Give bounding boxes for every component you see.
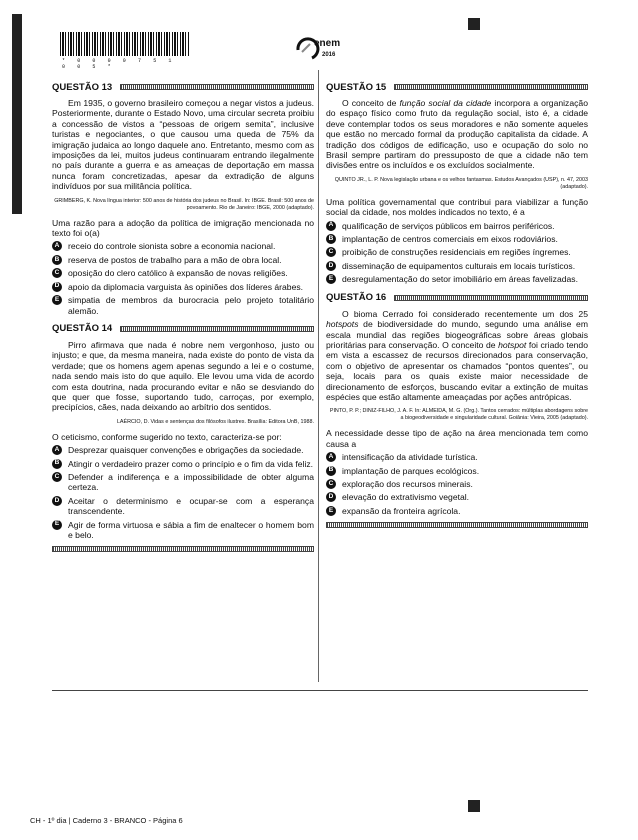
text-part: de biodiversidade do mundo, segundo uma análise em escala mundial das regiões biogeográficas sobre áreas globais prioritárias para conservação. O conceito de [326, 319, 588, 350]
option-b[interactable] [52, 459, 314, 469]
option-c[interactable] [326, 247, 588, 257]
footer-rule [52, 690, 588, 691]
barcode-digits: * 0 0 0 0 7 5 1 0 0 5 * [62, 58, 177, 70]
option-letter: A [326, 221, 336, 231]
option-e[interactable] [52, 295, 314, 316]
option-text: reserva de postos de trabalho para a mão de obra local. [68, 254, 282, 265]
page-footer: CH - 1º dia | Caderno 3 - BRANCO - Página 6 [30, 816, 183, 825]
logo-year: 2016 [322, 52, 336, 58]
option-letter: E [326, 274, 336, 284]
option-letter: A [52, 241, 62, 251]
option-letter: D [326, 261, 336, 271]
option-d[interactable] [326, 492, 588, 502]
option-text: qualificação de serviços públicos em bairros periféricos. [342, 220, 555, 231]
option-letter: D [326, 492, 336, 502]
text-part: incorpora a organização do espaço físico como fruto da regulação social, isto é, a cidade deve contemplar todos os seus moradores e não somente aqueles que estão no mercado formal da produção capitalista da cidade. A tradição dos códigos de edificação, uso e ocupação do solo no Brasil sempre partiram do pressuposto de que a cidade não tem divisões entre os incluídos e os excluídos socialmente. [326, 98, 588, 171]
option-letter: B [326, 234, 336, 244]
option-letter: E [52, 295, 62, 305]
question-13-title: QUESTÃO 13 [52, 81, 113, 93]
option-text: implantação de centros comerciais em eixos rodoviários. [342, 234, 558, 245]
question-13-options [52, 241, 314, 315]
option-c[interactable] [52, 268, 314, 278]
option-a[interactable] [52, 241, 314, 251]
question-16-stem: A necessidade desse tipo de ação na área mencionada tem como causa a [326, 428, 588, 449]
option-text: Defender a indiferença e a impossibilidade de obter alguma certeza. [68, 471, 314, 493]
text-italic: hotspots [326, 319, 359, 330]
option-text: elevação do extrativismo vegetal. [342, 492, 470, 503]
question-13-citation: GRIMBERG, K. Nova língua interior: 500 anos de história dos judeus no Brasil. In: IBGE. Brasil: 500 anos de povoamento. Rio de Janeiro: IBGE, 2000 (adaptado). [54, 197, 314, 211]
column-end-rule [326, 522, 588, 528]
option-e[interactable] [52, 520, 314, 541]
option-e[interactable] [326, 274, 588, 284]
option-a[interactable] [326, 221, 588, 231]
option-c[interactable] [52, 472, 314, 493]
option-a[interactable] [52, 445, 314, 455]
question-13-stem: Uma razão para a adoção da política de imigração mencionada no texto foi o(a) [52, 217, 314, 239]
option-a[interactable] [326, 452, 588, 462]
option-text: Aceitar o determinismo e ocupar-se com a esperança transcendente. [68, 495, 314, 517]
option-text: desregulamentação do setor imobiliário em áreas favelizadas. [342, 274, 578, 285]
option-letter: A [52, 445, 62, 455]
question-14-header [52, 322, 314, 336]
option-letter: D [52, 282, 62, 292]
question-16-title: QUESTÃO 16 [326, 292, 387, 304]
column-end-rule [52, 546, 314, 552]
text-italic: função social da cidade [399, 98, 492, 108]
header-rule [394, 84, 588, 90]
option-text: expansão da fronteira agrícola. [342, 505, 461, 516]
option-text: Atingir o verdadeiro prazer como o princípio e o fim da vida feliz. [68, 458, 314, 469]
option-text: proibição de construções residenciais em regiões íngremes. [342, 247, 571, 258]
option-text: exploração dos recursos minerais. [342, 478, 473, 489]
option-text: Desprezar quaisquer convenções e obrigações da sociedade. [68, 445, 304, 456]
question-16-text [326, 309, 588, 403]
option-letter: B [52, 255, 62, 265]
option-d[interactable] [52, 496, 314, 517]
question-14-text: Pirro afirmava que nada é nobre nem vergonhoso, justo ou injusto; e que, da mesma maneira, nada existe do ponto de vista da verdade; que os homens agem apenas segundo a lei e o costume, nada sendo mais isto do que aquilo. Ele levou uma vida de acordo com esta doutrina, nada procurando evitar e não se desviando do que quer que fosse, suportando tudo, carroças, por exemplo, precipícios, cães, nada deixando ao arbítrio dos sentidos. [52, 339, 314, 413]
option-d[interactable] [326, 261, 588, 271]
logo-word: enem [314, 38, 341, 49]
question-14-citation: LAÉRCIO, D. Vidas e sentenças dos filósofos ilustres. Brasília: Editora UnB, 1988. [116, 418, 314, 425]
question-16-citation: PINTO, P. P.; DINIZ-FILHO, J. A. F. In: ALMEIDA, M. G. (Org.). Tantos cerrados: múltiplas abordagens sobre a biogeodiversidade e singularidade cultural. Goiânia: Vieira, 2005 (adaptado). [329, 408, 588, 422]
question-15-title: QUESTÃO 15 [326, 81, 387, 93]
option-letter: B [52, 459, 62, 469]
option-letter: E [52, 520, 62, 530]
header-rule [394, 295, 588, 301]
question-13-header [52, 80, 314, 94]
text-part: O bioma Cerrado foi considerado recentemente um dos 25 [342, 308, 588, 319]
option-letter: A [326, 452, 336, 462]
option-text: intensificação da atividade turística. [342, 452, 478, 463]
option-letter: C [52, 472, 62, 482]
question-15-options [326, 221, 588, 285]
text-part: O conceito de [342, 98, 400, 108]
option-letter: D [52, 496, 62, 506]
question-15-citation: QUINTO JR., L. P. Nova legislação urbana e os velhos fantasmas. Estudos Avançados (USP), n. 47, 2003 (adaptado). [334, 176, 588, 190]
barcode [60, 32, 190, 56]
side-registration-bar [12, 14, 22, 214]
header-rule [120, 326, 314, 332]
text-italic: hotspot [498, 339, 527, 350]
option-text: Agir de forma virtuosa e sábia a fim de enaltecer o homem bom e belo. [68, 519, 314, 540]
option-letter: B [326, 466, 336, 476]
option-text: disseminação de equipamentos culturais em locais turísticos. [342, 260, 576, 271]
option-b[interactable] [326, 466, 588, 476]
option-text: oposição do clero católico à expansão de novas religiões. [68, 268, 288, 279]
registration-mark-top [468, 18, 480, 30]
question-14-stem: O ceticismo, conforme sugerido no texto, caracteriza-se por: [52, 431, 282, 442]
column-divider [318, 70, 319, 682]
option-text: apoio da diplomacia varguista às opiniões dos líderes árabes. [68, 281, 304, 292]
left-column [52, 80, 314, 552]
question-14-options [52, 445, 314, 540]
option-b[interactable] [326, 234, 588, 244]
question-14-title: QUESTÃO 14 [52, 323, 113, 335]
registration-mark-bottom [468, 800, 480, 812]
text-part: foi criado tendo em vista a escassez de recursos direcionados para conservação, com o objetivo de apresentar os chamados “pontos quentes”, ou seja, locais para os quais existe maior necessidade de direcionamento de esforços, buscando evitar a extinção de muitas espécies que estão altamente ameaçadas por ações antrópicas. [326, 339, 588, 402]
option-text: simpatia de membros da burocracia pelo projeto totalitário alemão. [68, 295, 314, 316]
option-d[interactable] [52, 282, 314, 292]
option-letter: C [326, 479, 336, 489]
question-15-header [326, 80, 588, 94]
header-rule [120, 84, 314, 90]
question-16-options [326, 452, 588, 516]
right-column [326, 80, 588, 528]
question-13-text: Em 1935, o governo brasileiro começou a negar vistos a judeus. Posteriormente, durante o Estado Novo, uma circular secreta proibiu a concessão de vistos a “pessoas de origem semita”, inclusive turistas e negociantes, o que causou uma queda de 75% da imigração judaica ao longo daquele ano. Entretanto, mesmo com as imposições da lei, muitos judeus continuaram entrando ilegalmente no país durante a guerra e as ameaças de deportação em massa nunca foram concretizadas, apesar da extradição de alguns indivíduos por sua militância política. [52, 98, 314, 192]
question-15-stem: Uma política governamental que contribui para viabilizar a função social da cidade, nos moldes indicados no texto, é a [326, 196, 588, 218]
option-letter: E [326, 506, 336, 516]
option-text: receio do controle sionista sobre a economia nacional. [68, 241, 276, 252]
option-letter: C [326, 247, 336, 257]
option-b[interactable] [52, 255, 314, 265]
option-text: implantação de parques ecológicos. [342, 465, 480, 476]
option-c[interactable] [326, 479, 588, 489]
question-16-header [326, 291, 588, 305]
option-e[interactable] [326, 506, 588, 516]
question-15-text [326, 98, 588, 171]
option-letter: C [52, 268, 62, 278]
